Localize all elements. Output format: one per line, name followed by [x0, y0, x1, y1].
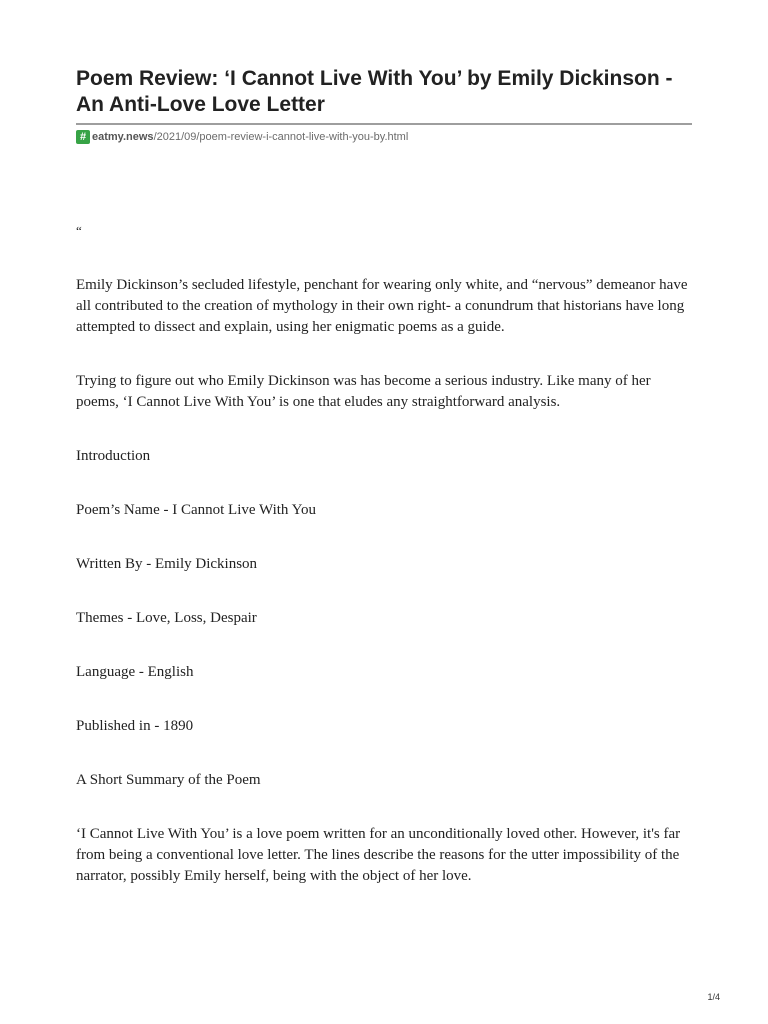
source-domain[interactable]: eatmy.news: [92, 131, 154, 143]
paragraph-intro-lifestyle: Emily Dickinson’s secluded lifestyle, penchant for wearing only white, and “nervous” demeanor have all contributed to the creation of mythology in their own right- a conundrum that historians have long attempted to dissect and explain, using her enigmatic poems as a guide.: [76, 277, 688, 335]
section-heading-introduction: Introduction: [76, 448, 151, 464]
opening-quote-mark: “: [76, 223, 82, 238]
site-favicon-icon: #: [76, 130, 90, 144]
title-divider: [76, 123, 692, 125]
source-path[interactable]: /2021/09/poem-review-i-cannot-live-with-you-by.html: [153, 131, 409, 143]
article-title: Poem Review: ‘I Cannot Live With You’ by Emily Dickinson - An Anti-Love Love Letter: [76, 67, 673, 116]
source-url[interactable]: [76, 130, 692, 144]
page-number: 1/4: [707, 992, 720, 1002]
section-heading-summary: A Short Summary of the Poem: [76, 772, 261, 788]
paragraph-summary: ‘I Cannot Live With You’ is a love poem written for an unconditionally loved other. However, it's far from being a conventional love letter. The lines describe the reasons for the utter impossibility of the narrator, possibly Emily herself, being with the object of her love.: [76, 826, 681, 884]
written-by-line: Written By - Emily Dickinson: [76, 556, 258, 572]
published-line: Published in - 1890: [76, 718, 194, 734]
paragraph-industry: Trying to figure out who Emily Dickinson was has become a serious industry. Like many of her poems, ‘I Cannot Live With You’ is one that eludes any straightforward analysis.: [76, 373, 651, 410]
document-page: [76, 66, 692, 887]
themes-line: Themes - Love, Loss, Despair: [76, 610, 257, 626]
language-line: Language - English: [76, 664, 194, 680]
poem-name-line: Poem’s Name - I Cannot Live With You: [76, 502, 316, 518]
